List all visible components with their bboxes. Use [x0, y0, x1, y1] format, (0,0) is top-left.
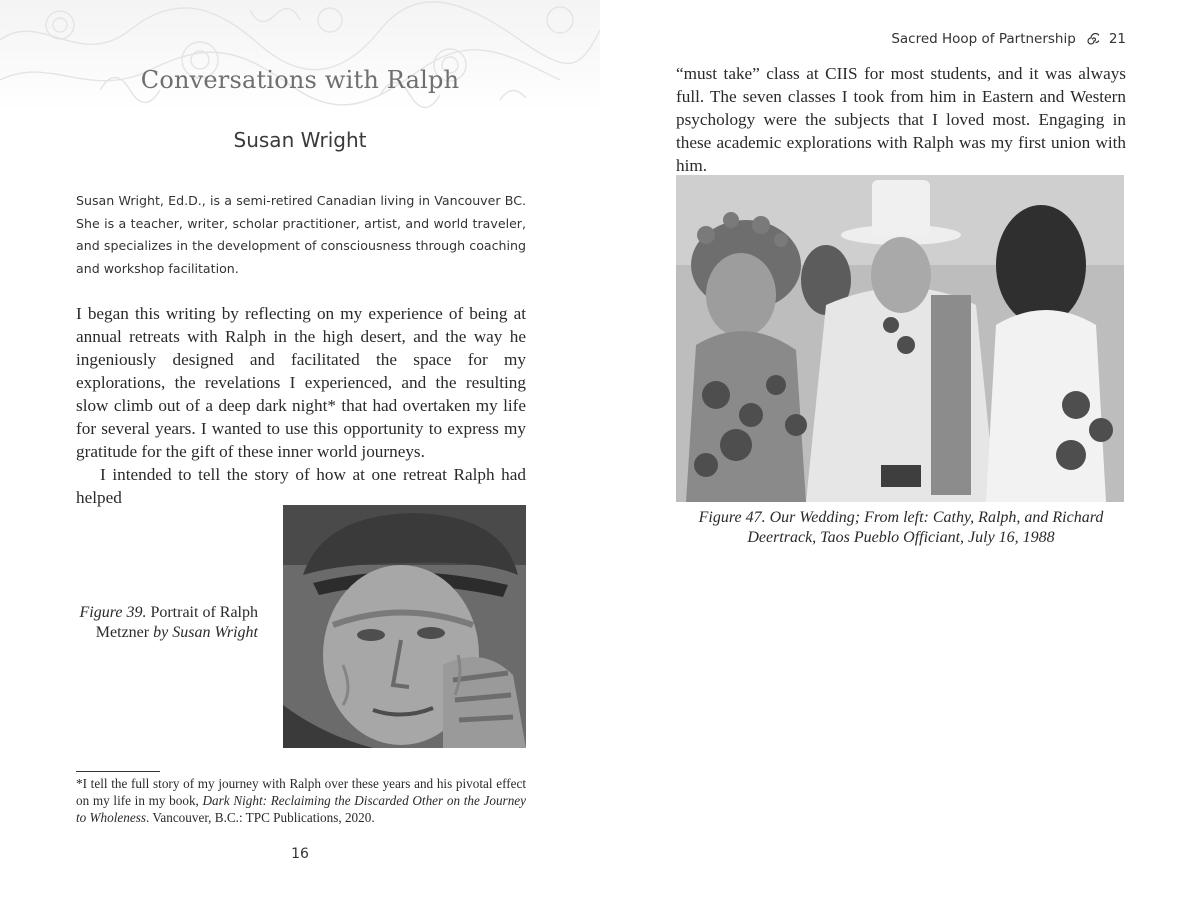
footnote-text: *I tell the full story of my journey with Ralph over these years and his pivotal effect on my life in my book,: [76, 776, 526, 808]
author-name: Susan Wright: [233, 128, 367, 152]
footnote: [76, 775, 526, 826]
caption-credit: by Susan Wright: [153, 624, 258, 641]
running-head-title: Sacred Hoop of Partnership: [891, 31, 1076, 47]
figure-47-caption: Figure 47. Our Wedding; From left: Cathy, Ralph, and Richard Deertrack, Taos Pueblo Officiant, July 16, 1988: [698, 509, 1104, 546]
body-paragraph: I intended to tell the story of how at one retreat Ralph had helped: [76, 465, 526, 507]
right-body-text: [676, 62, 1126, 177]
footnote-citation: . Vancouver, B.C.: TPC Publications, 2020.: [145, 810, 375, 825]
caption-text: Portrait of Ralph Metzner: [95, 604, 258, 641]
page-number-left: 16: [291, 846, 309, 862]
body-paragraph: “must take” class at CIIS for most students, and it was always full. The seven classes I took from him in Eastern and Western psychology were the subjects that I loved most. Engaging in these academic explorations with Ralph was my first union with him.: [676, 64, 1126, 175]
page-number-right: 21: [1108, 31, 1126, 47]
body-paragraph: I began this writing by reflecting on my experience of being at annual retreats with Ralph in the high desert, and the way he ingeniously designed and facilitated the space for my explorations, the revelations I experienced, and the resulting slow climb out of a deep dark night* that had overtaken my life for several years. I wanted to use this opportunity to express my gratitude for the gift of these inner world journeys.: [76, 304, 526, 461]
footnote-book-title: Dark Night: Reclaiming the Discarded Other on the Journey to Wholeness: [76, 793, 526, 825]
footnote-separator: [76, 771, 160, 772]
spiral-icon: [1086, 33, 1099, 46]
figure-39-caption: [76, 603, 258, 643]
chapter-title: Conversations with Ralph: [140, 66, 460, 94]
portrait-painting-image: [283, 505, 526, 748]
wedding-photo-image: [676, 175, 1124, 502]
author-bio: Susan Wright, Ed.D., is a semi-retired Canadian living in Vancouver BC. She is a teacher, writer, scholar practitioner, artist, and world traveler, and specializes in the development of consciousness through coaching and workshop facilitation.: [76, 193, 526, 276]
figure-label: Figure 39.: [79, 604, 147, 621]
left-body-text: [76, 302, 526, 509]
running-head: [891, 31, 1126, 47]
